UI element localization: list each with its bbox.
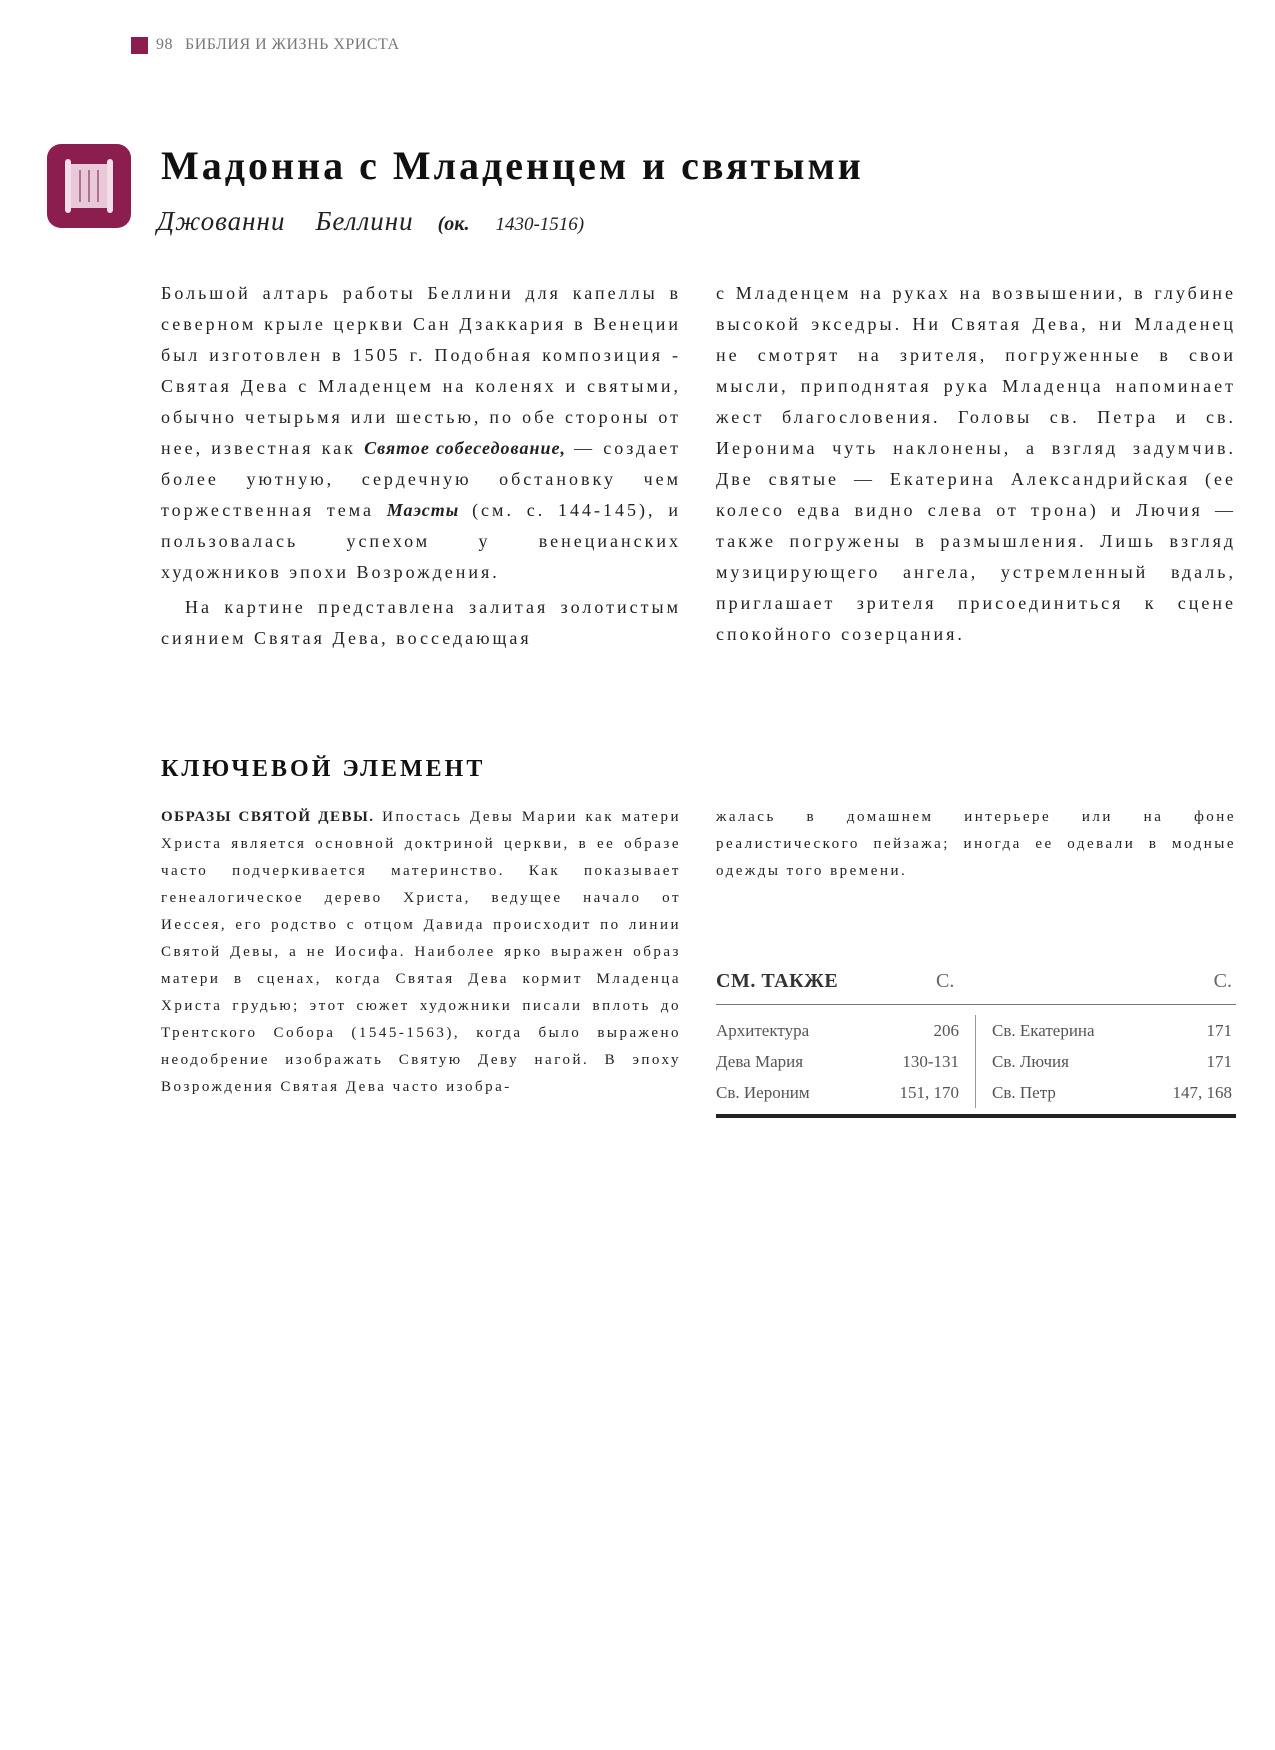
key-element-column-left (161, 804, 681, 1101)
see-also-topic: Св. Лючия (992, 1052, 1069, 1071)
scroll-icon-graphic (47, 144, 131, 228)
body-column-left (161, 278, 681, 654)
body-text-run: (см. с. 144-145), и пользовалась успехом у венецианских художников эпохи Возрождения. (161, 500, 681, 582)
section-marker-square (131, 37, 148, 54)
see-also-pages: 206 (933, 1021, 959, 1040)
see-also-topic: Св. Иероним (716, 1083, 810, 1102)
see-also-row (992, 1015, 1236, 1046)
body-paragraph-3: с Младенцем на руках на возвышении, в глубине высокой экседры. Ни Святая Дева, ни Младенец не смотрят на зрителя, погруженные в свои мысли, приподнятая рука Младенца напоминает жест благословения. Головы св. Петра и св. Иеронима чуть наклонены, а взгляд задумчив. Две святые — Екатерина Александрийская (ее колесо едва видно слева от трона) и Лючия — также погружены в размышления. Лишь взгляд музицирующего ангела, устремленный вдаль, приглашает зрителя присоединиться к сцене спокойного созерцания. (716, 283, 1236, 644)
see-also-column-right (976, 1015, 1236, 1108)
body-text-run: Большой алтарь работы Беллини для капеллы в северном крыле церкви Сан Дзаккария в Венеции был изготовлен в 1505 г. Подобная композиция - Святая Дева с Младенцем на коленях и святыми, обычно четырьмя или шестью, по обе стороны от нее, известная как (161, 283, 681, 458)
term-sacra-conversazione: Святое собеседование, (364, 438, 566, 458)
body-text-run: — создает более уютную, сердечную обстановку чем торжественная тема (161, 438, 682, 520)
body-paragraph-1 (161, 278, 681, 588)
key-element-paragraph (161, 804, 681, 1101)
key-element-lead: ОБРАЗЫ СВЯТОЙ ДЕВЫ. (161, 809, 375, 825)
artist-circa: (ок. (437, 213, 470, 235)
see-also-box (716, 970, 1236, 1118)
key-element-column-right (716, 804, 1236, 885)
see-also-topic: Св. Петр (992, 1083, 1056, 1102)
body-column-right (716, 278, 1236, 650)
key-element-text: Ипостась Девы Марии как матери Христа является основной доктриной церкви, в ее образе часто подчеркивается материнство. Как показывает генеалогическое дерево Христа, ведущее начало от Иессея, его родство с отцом Давида происходит по линии Святой Девы, а не Иосифа. Наиболее ярко выражен образ матери в сценах, когда Святая Дева кормит Младенца Христа грудью; этот сюжет художники писали вплоть до Трентского Собора (1545-1563), когда было выражено неодобрение изображать Святую Деву нагой. В эпоху Возрождения Святая Дева часто изобра- (161, 809, 681, 1095)
see-also-pages: 130-131 (902, 1052, 959, 1071)
see-also-topic: Дева Мария (716, 1052, 804, 1071)
see-also-row (992, 1046, 1236, 1077)
see-also-row (716, 1077, 963, 1108)
see-also-title: СМ. ТАКЖЕ (716, 970, 839, 992)
see-also-column-left (716, 1015, 976, 1108)
artist-years: 1430-1516) (495, 214, 585, 235)
see-also-pages: 147, 168 (1172, 1083, 1232, 1102)
artist-line (157, 206, 584, 237)
section-title: БИБЛИЯ И ЖИЗНЬ ХРИСТА (185, 36, 400, 53)
see-also-row (992, 1077, 1236, 1108)
see-also-body (716, 1005, 1236, 1118)
running-head (131, 36, 400, 54)
body-paragraph-2: На картине представлена залитая золотистым сиянием Святая Дева, восседающая (161, 597, 681, 648)
key-element-paragraph-continued: жалась в домашнем интерьере или на фоне реалистического пейзажа; иногда ее одевали в модные одежды того времени. (716, 809, 1236, 879)
artist-first-name: Джованни (157, 206, 286, 236)
term-maesta: Маэсты (386, 500, 460, 520)
see-also-pages: 151, 170 (899, 1083, 959, 1102)
see-also-topic: Архитектура (716, 1021, 810, 1040)
see-also-page-label-right: С. (1213, 970, 1232, 992)
page-number: 98 (156, 36, 173, 53)
see-also-pages: 171 (1206, 1052, 1232, 1071)
see-also-row (716, 1015, 963, 1046)
scroll-icon (47, 144, 131, 228)
page-title: Мадонна с Младенцем и святыми (161, 143, 864, 188)
see-also-topic: Св. Екатерина (992, 1021, 1095, 1040)
see-also-row (716, 1046, 963, 1077)
see-also-page-label-left: С. (936, 970, 955, 992)
see-also-pages: 171 (1206, 1021, 1232, 1040)
see-also-header (716, 970, 1236, 1005)
artist-last-name: Беллини (315, 206, 414, 236)
key-element-heading: КЛЮЧЕВОЙ ЭЛЕМЕНТ (161, 756, 486, 782)
